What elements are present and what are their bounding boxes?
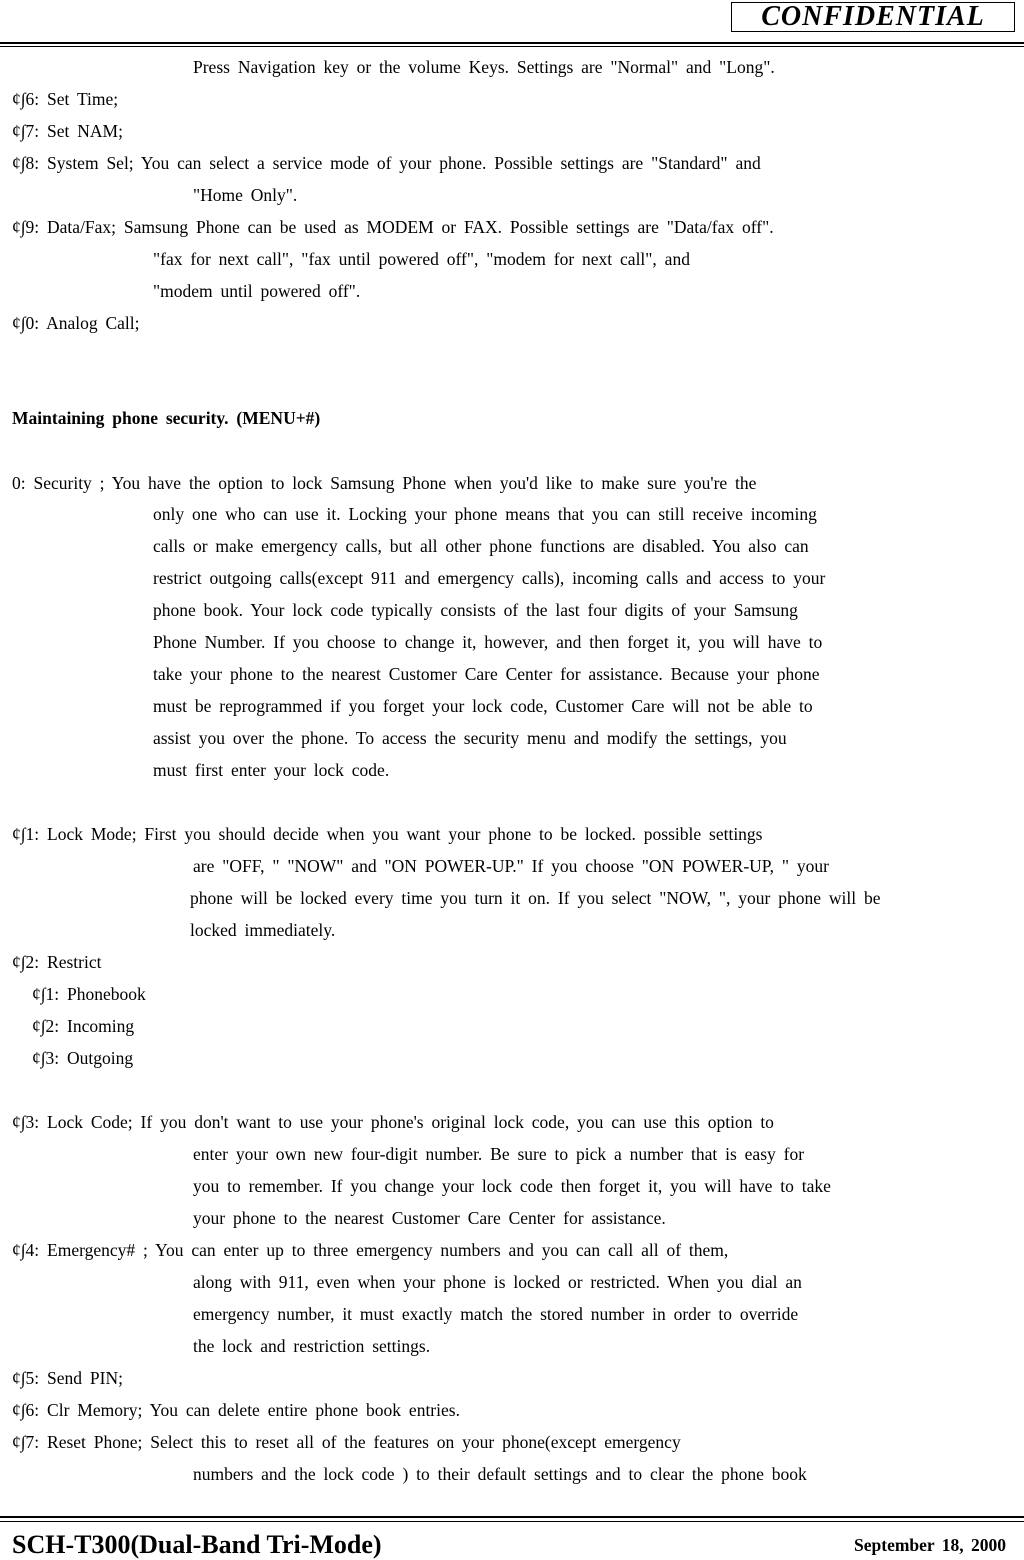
footer-rule-thin: [0, 1521, 1024, 1522]
menu-item-restrict: ¢∫2: Restrict: [12, 952, 102, 972]
menu-item-system-sel: ¢∫8: System Sel; You can select a service mode of your phone. Possible settings are "Standard" and: [12, 153, 761, 173]
submenu-item-phonebook: ¢∫1: Phonebook: [32, 984, 146, 1004]
menu-item-clr-memory: ¢∫6: Clr Memory; You can delete entire phone book entries.: [12, 1400, 460, 1420]
menu-item-lock-mode: ¢∫1: Lock Mode; First you should decide when you want your phone to be locked. possible settings: [12, 824, 763, 844]
text-line: "Home Only".: [193, 185, 298, 205]
menu-item-send-pin: ¢∫5: Send PIN;: [12, 1368, 123, 1388]
text-line: calls or make emergency calls, but all other phone functions are disabled. You also can: [153, 536, 809, 556]
section-heading: Maintaining phone security. (MENU+#): [12, 408, 321, 428]
text-line: are "OFF, " "NOW" and "ON POWER-UP." If you choose "ON POWER-UP, " your: [193, 856, 829, 876]
menu-item-analog-call: ¢∫0: Analog Call;: [12, 313, 140, 333]
footer-model: SCH-T300(Dual-Band Tri-Mode): [12, 1530, 382, 1559]
text-line: "modem until powered off".: [153, 281, 361, 301]
text-line: along with 911, even when your phone is locked or restricted. When you dial an: [193, 1272, 802, 1292]
footer-rule-thick: [0, 1516, 1024, 1518]
text-line: assist you over the phone. To access the security menu and modify the settings, you: [153, 728, 787, 748]
header-rule-thin: [0, 46, 1024, 47]
text-line: emergency number, it must exactly match the stored number in order to override: [193, 1304, 799, 1324]
footer-date: September 18, 2000: [854, 1535, 1006, 1555]
menu-item-set-nam: ¢∫7: Set NAM;: [12, 121, 123, 141]
menu-item-emergency: ¢∫4: Emergency# ; You can enter up to three emergency numbers and you can call all of them,: [12, 1240, 729, 1260]
menu-item-reset-phone: ¢∫7: Reset Phone; Select this to reset all of the features on your phone(except emergency: [12, 1432, 681, 1452]
text-line: enter your own new four-digit number. Be sure to pick a number that is easy for: [193, 1144, 805, 1164]
confidential-label: CONFIDENTIAL: [731, 2, 1015, 32]
text-line: numbers and the lock code ) to their default settings and to clear the phone book: [193, 1464, 807, 1484]
text-line: "fax for next call", "fax until powered off", "modem for next call", and: [153, 249, 690, 269]
text-line: the lock and restriction settings.: [193, 1336, 431, 1356]
text-line: phone book. Your lock code typically consists of the last four digits of your Samsung: [153, 600, 798, 620]
submenu-item-incoming: ¢∫2: Incoming: [32, 1016, 135, 1036]
submenu-item-outgoing: ¢∫3: Outgoing: [32, 1048, 134, 1068]
header-rule-thick: [0, 42, 1024, 44]
menu-item-lock-code: ¢∫3: Lock Code; If you don't want to use your phone's original lock code, you can use this option to: [12, 1112, 774, 1132]
text-line: take your phone to the nearest Customer Care Center for assistance. Because your phone: [153, 664, 820, 684]
text-line: you to remember. If you change your lock code then forget it, you will have to take: [193, 1176, 831, 1196]
text-line: must be reprogrammed if you forget your lock code, Customer Care will not be able to: [153, 696, 813, 716]
text-line: phone will be locked every time you turn it on. If you select "NOW, ", your phone will be: [190, 888, 881, 908]
text-line: Press Navigation key or the volume Keys. Settings are "Normal" and "Long".: [193, 57, 775, 77]
text-line: your phone to the nearest Customer Care Center for assistance.: [193, 1208, 666, 1228]
menu-item-data-fax: ¢∫9: Data/Fax; Samsung Phone can be used as MODEM or FAX. Possible settings are "Data/fax off".: [12, 217, 774, 237]
menu-item-security: 0: Security ; You have the option to lock Samsung Phone when you'd like to make sure you're the: [12, 473, 757, 493]
text-line: must first enter your lock code.: [153, 760, 390, 780]
text-line: restrict outgoing calls(except 911 and emergency calls), incoming calls and access to your: [153, 568, 826, 588]
menu-item-set-time: ¢∫6: Set Time;: [12, 89, 119, 109]
text-line: Phone Number. If you choose to change it, however, and then forget it, you will have to: [153, 632, 823, 652]
text-line: only one who can use it. Locking your phone means that you can still receive incoming: [153, 504, 817, 524]
text-line: locked immediately.: [190, 920, 336, 940]
